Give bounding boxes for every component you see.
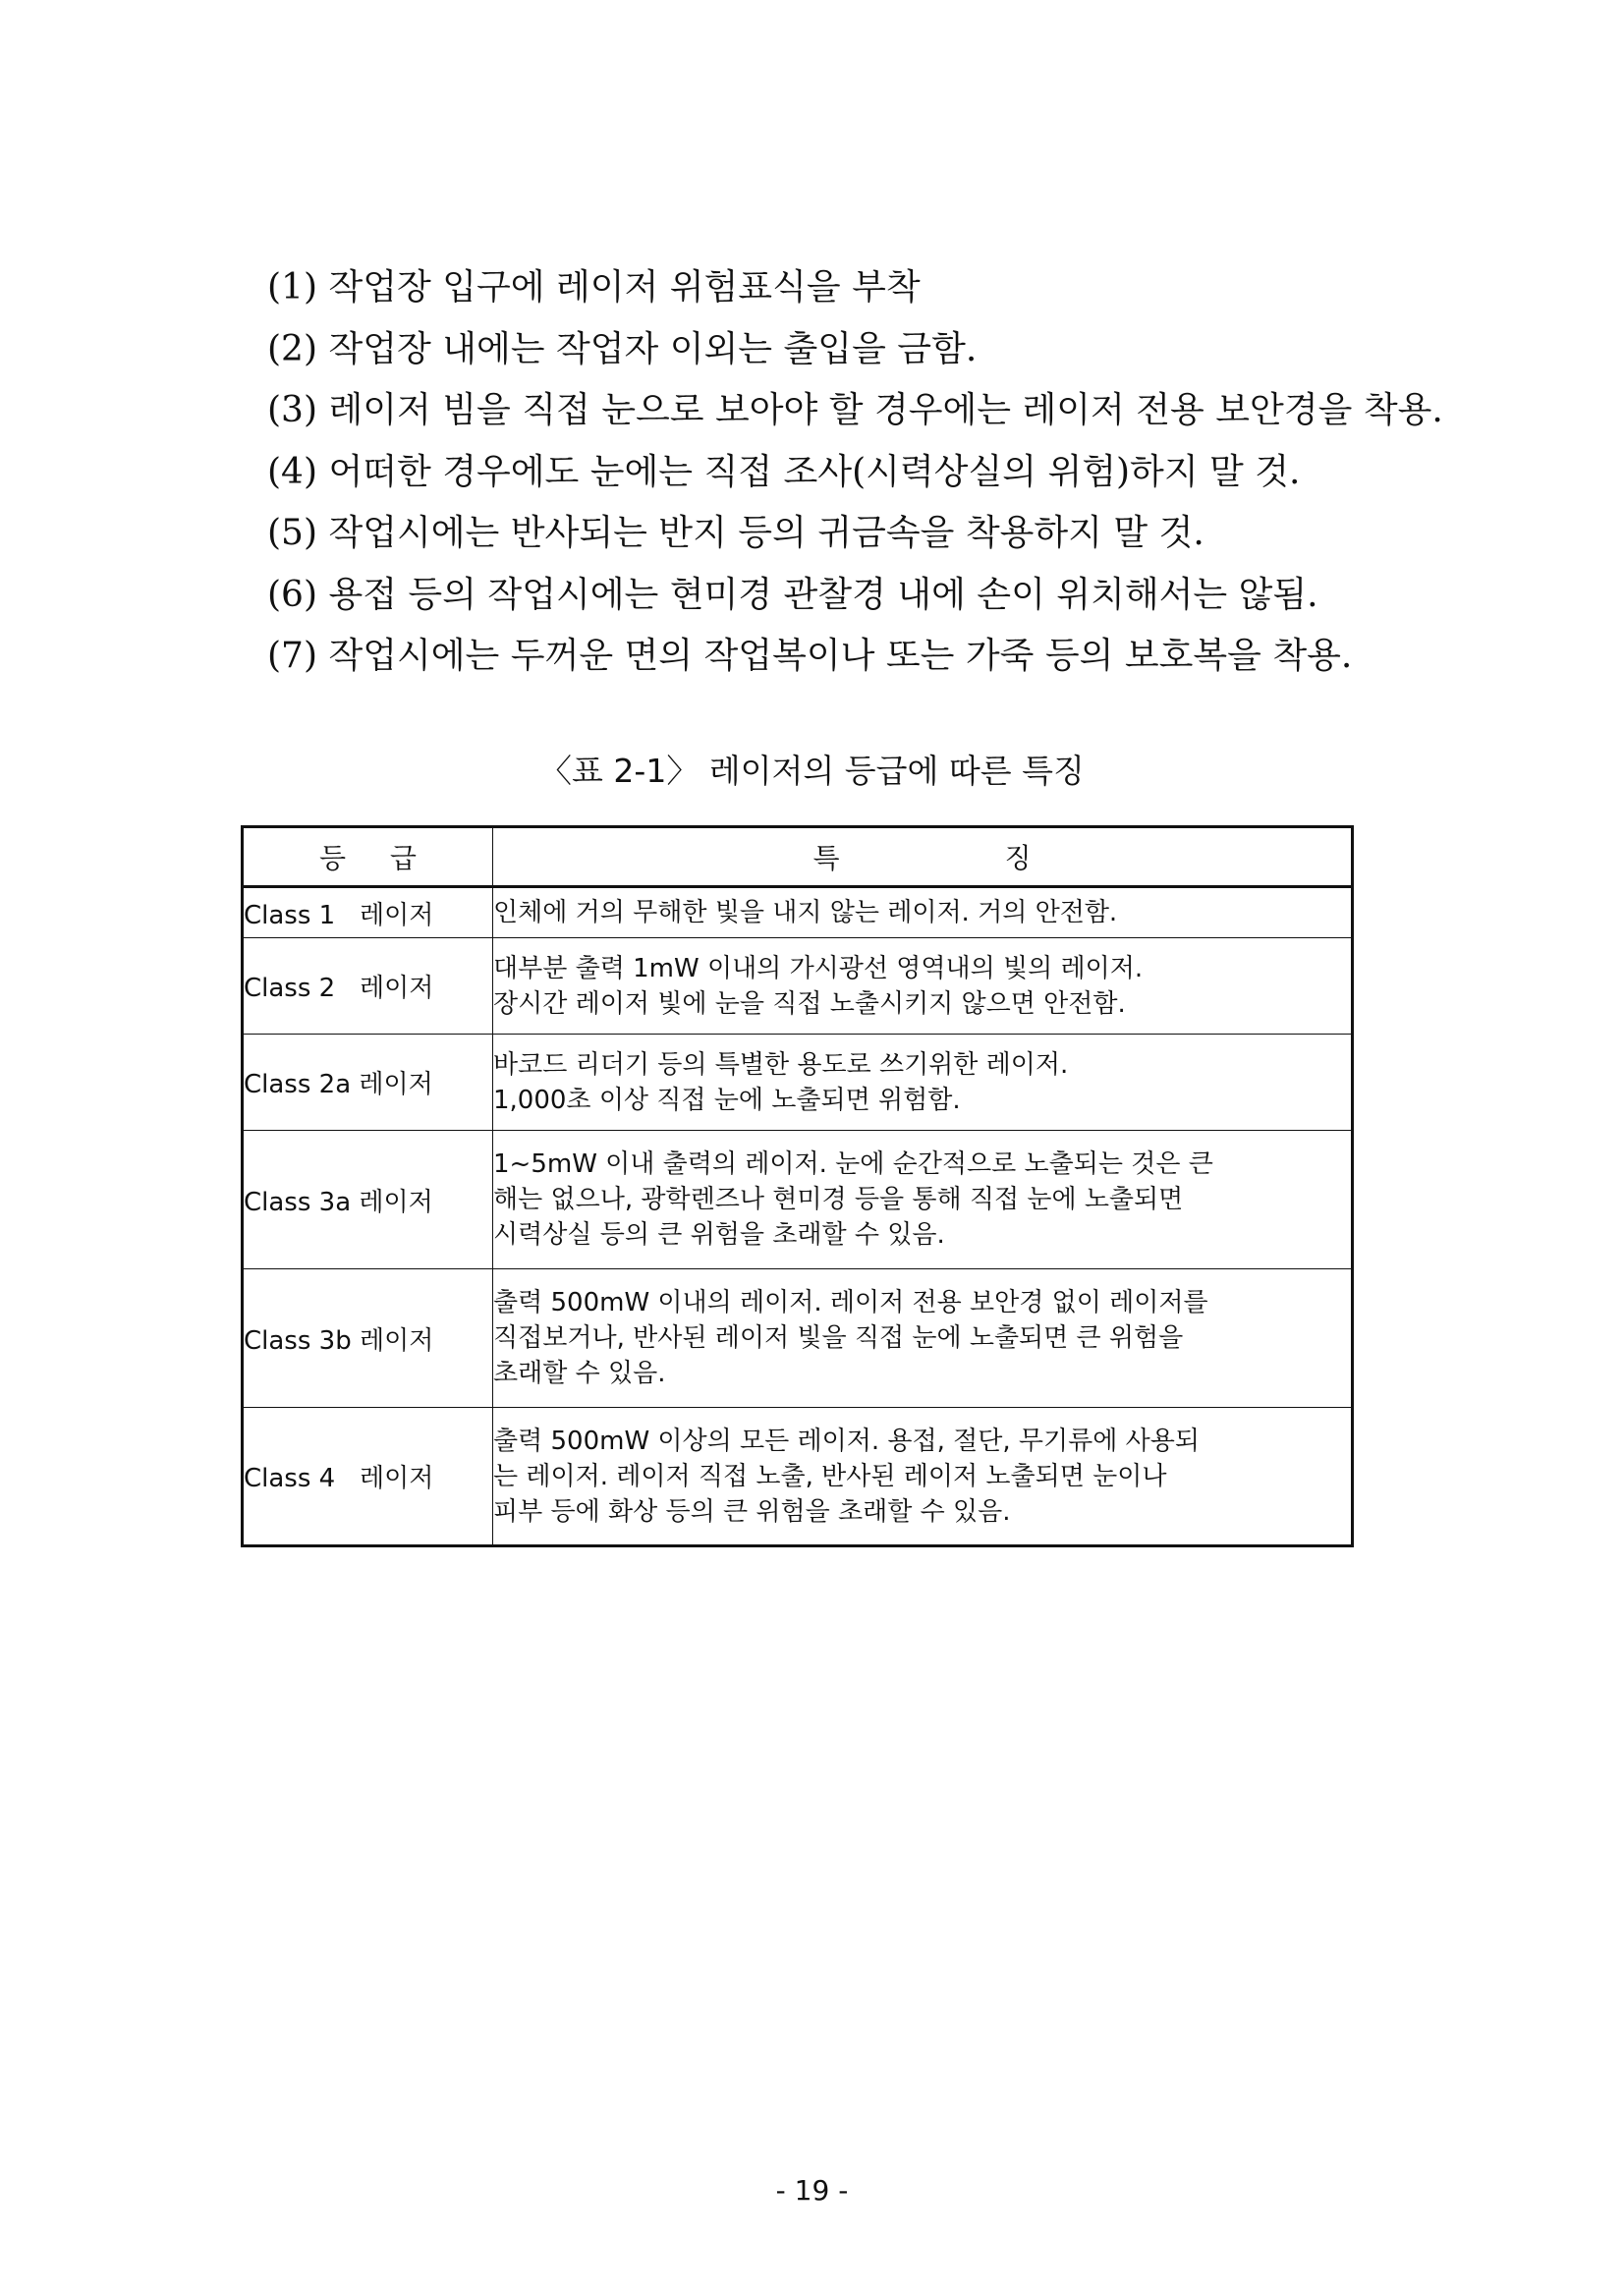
feature-cell	[493, 887, 1353, 938]
table-row	[243, 887, 1353, 938]
feature-line: 장시간 레이저 빛에 눈을 직접 노출시키지 않으면 안전함.	[493, 988, 1126, 1019]
safety-rule: (7) 작업시에는 두꺼운 면의 작업복이나 또는 가죽 등의 보호복을 착용.	[267, 636, 1353, 676]
grade-cell: Class 3b 레이저	[243, 1269, 493, 1408]
feature-line: 해는 없으나, 광학렌즈나 현미경 등을 통해 직접 눈에 노출되면	[493, 1185, 1184, 1214]
feature-line: 시력상실 등의 큰 위험을 초래할 수 있음.	[493, 1220, 945, 1250]
feature-line: 는 레이저. 레이저 직접 노출, 반사된 레이저 노출되면 눈이나	[493, 1461, 1167, 1491]
table-row	[243, 1408, 1353, 1546]
feature-line: 1~5mW 이내 출력의 레이저. 눈에 순간적으로 노출되는 것은 큰	[493, 1149, 1213, 1179]
feature-cell	[493, 1131, 1353, 1269]
safety-rule: (3) 레이저 빔을 직접 눈으로 보아야 할 경우에는 레이저 전용 보안경을 착용.	[267, 390, 1443, 430]
feature-line: 초래할 수 있음.	[493, 1359, 666, 1388]
safety-rule: (1) 작업장 입구에 레이저 위험표식을 부착	[267, 267, 921, 308]
feature-line: 대부분 출력 1mW 이내의 가시광선 영역내의 빛의 레이저.	[493, 953, 1144, 983]
table-row	[243, 938, 1353, 1035]
feature-line: 직접보거나, 반사된 레이저 빛을 직접 눈에 노출되면 큰 위험을	[493, 1323, 1184, 1353]
table-caption: 〈표 2-1〉 레이저의 등급에 따른 특징	[539, 752, 1085, 790]
table-header-row	[243, 827, 1353, 887]
feature-line: 피부 등에 화상 등의 큰 위험을 초래할 수 있음.	[493, 1496, 1011, 1527]
feature-line: 인체에 거의 무해한 빛을 내지 않는 레이저. 거의 안전함.	[493, 898, 1118, 927]
feature-cell	[493, 1035, 1353, 1131]
header-grade: 등급	[243, 827, 493, 887]
safety-rules-list	[267, 257, 1443, 688]
safety-rule: (2) 작업장 내에는 작업자 이외는 출입을 금함.	[267, 328, 978, 369]
safety-rule: (4) 어떠한 경우에도 눈에는 직접 조사(시력상실의 위험)하지 말 것.	[267, 451, 1301, 492]
table-row	[243, 1131, 1353, 1269]
table-row	[243, 1269, 1353, 1408]
grade-cell: Class 4 레이저	[243, 1408, 493, 1546]
feature-line: 출력 500mW 이내의 레이저. 레이저 전용 보안경 없이 레이저를	[493, 1288, 1208, 1317]
page-number: - 19 -	[775, 2174, 849, 2207]
feature-line: 출력 500mW 이상의 모든 레이저. 용접, 절단, 무기류에 사용되	[493, 1426, 1201, 1456]
safety-rule: (6) 용접 등의 작업시에는 현미경 관찰경 내에 손이 위치해서는 않됨.	[267, 574, 1318, 615]
grade-cell: Class 3a 레이저	[243, 1131, 493, 1269]
laser-class-table	[241, 825, 1354, 1547]
feature-line: 바코드 리더기 등의 특별한 용도로 쓰기위한 레이저.	[493, 1049, 1069, 1080]
feature-cell	[493, 938, 1353, 1035]
feature-cell	[493, 1269, 1353, 1408]
grade-cell: Class 2a 레이저	[243, 1035, 493, 1131]
safety-rule: (5) 작업시에는 반사되는 반지 등의 귀금속을 착용하지 말 것.	[267, 513, 1204, 553]
feature-line: 1,000초 이상 직접 눈에 노출되면 위험함.	[493, 1085, 961, 1115]
grade-cell: Class 2 레이저	[243, 938, 493, 1035]
header-feature: 특징	[493, 827, 1353, 887]
grade-cell: Class 1 레이저	[243, 887, 493, 938]
table-row	[243, 1035, 1353, 1131]
feature-cell	[493, 1408, 1353, 1546]
